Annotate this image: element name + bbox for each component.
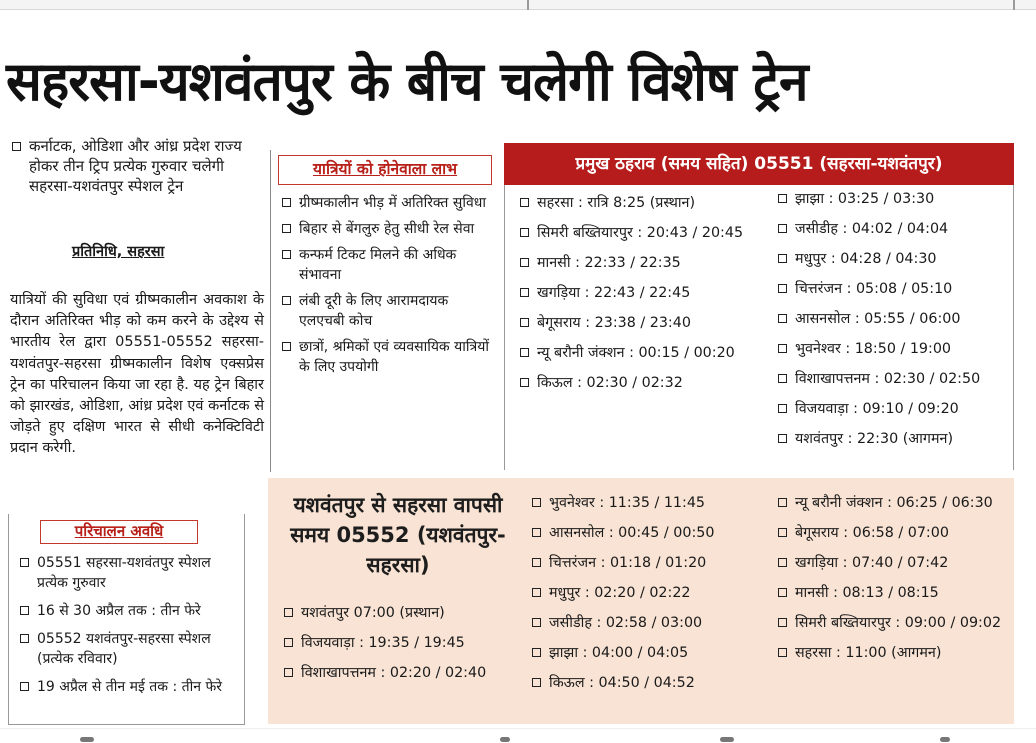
cropped-text-fragment bbox=[80, 737, 94, 742]
bullet-square-icon bbox=[20, 634, 29, 643]
stop-item bbox=[284, 663, 514, 683]
list-item bbox=[20, 601, 242, 621]
stop-text: मधुपुर : 04:28 / 04:30 bbox=[795, 251, 937, 267]
stop-item bbox=[520, 223, 760, 243]
stop-text: भुवनेश्वर : 11:35 / 11:45 bbox=[549, 495, 706, 511]
stop-text: सहरसा : 11:00 (आगमन) bbox=[795, 645, 942, 661]
byline: प्रतिनिधि, सहरसा bbox=[72, 244, 165, 260]
stop-item bbox=[778, 429, 1008, 449]
headline: सहरसा-यशवंतपुर के बीच चलेगी विशेष ट्रेन bbox=[6, 50, 808, 113]
list-item bbox=[282, 245, 498, 285]
bullet-square-icon bbox=[284, 668, 293, 677]
bullet-square-icon bbox=[532, 528, 541, 537]
bullet-square-icon bbox=[12, 142, 21, 151]
schedule-title: परिचालन अवधि bbox=[40, 520, 198, 544]
stop-text: न्यू बरौनी जंक्शन : 00:15 / 00:20 bbox=[537, 345, 735, 361]
stop-item bbox=[520, 283, 760, 303]
bullet-square-icon bbox=[520, 318, 529, 327]
stop-item bbox=[778, 583, 1008, 603]
stop-item bbox=[532, 553, 762, 573]
schedule-text: 05552 यशवंतपुर-सहरसा स्पेशल (प्रत्येक रविवार) bbox=[37, 631, 211, 667]
bullet-square-icon bbox=[778, 434, 787, 443]
stop-text: सहरसा : रात्रि 8:25 (प्रस्थान) bbox=[537, 195, 696, 211]
column-rule bbox=[527, 0, 529, 10]
stop-item bbox=[532, 583, 762, 603]
benefit-text: छात्रों, श्रमिकों एवं व्यवसायिक यात्रियों के लिए उपयोगी bbox=[299, 339, 489, 375]
bullet-square-icon bbox=[520, 198, 529, 207]
return-column-2 bbox=[532, 493, 762, 703]
stop-text: किऊल : 02:30 / 02:32 bbox=[537, 375, 683, 391]
stop-text: विशाखापत्तनम : 02:20 / 02:40 bbox=[301, 665, 487, 681]
bullet-square-icon bbox=[282, 296, 291, 305]
bullet-square-icon bbox=[778, 498, 787, 507]
stop-text: चित्तरंजन : 01:18 / 01:20 bbox=[549, 555, 707, 571]
bullet-square-icon bbox=[778, 618, 787, 627]
bullet-square-icon bbox=[778, 284, 787, 293]
stop-text: न्यू बरौनी जंक्शन : 06:25 / 06:30 bbox=[795, 495, 993, 511]
stop-item bbox=[532, 493, 762, 513]
return-title: यशवंतपुर से सहरसा वापसी समय 05552 (यशवंतपुर-सहरसा) bbox=[290, 493, 506, 577]
cropped-text-fragment bbox=[940, 737, 950, 742]
benefits-list bbox=[282, 193, 498, 383]
bullet-square-icon bbox=[20, 558, 29, 567]
stop-item bbox=[778, 613, 1008, 633]
stop-text: खगड़िया : 22:43 / 22:45 bbox=[537, 285, 691, 301]
stop-item bbox=[778, 493, 1008, 513]
column-rule bbox=[1013, 0, 1015, 10]
bullet-square-icon bbox=[520, 288, 529, 297]
stop-text: बेगूसराय : 23:38 / 23:40 bbox=[537, 315, 691, 331]
article-body: यात्रियों की सुविधा एवं ग्रीष्मकालीन अवकाश के दौरान अतिरिक्त भीड़ को कम करने के उद्देश्य से भारतीय रेल द्वारा 05551-05552 सहरसा-यशवंतपुर-सहरसा ग्रीष्मकालीन विशेष एक्सप्रेस ट्रेन का परिचालन किया जा रहा है. यह ट्रेन बिहार को झारखंड, ओडिशा, आंध्र प्रदेश एवं कर्नाटक से जोड़ते हुए दक्षिण भारत से सीधी कनेक्टिविटी प्रदान करेगी. bbox=[10, 292, 264, 457]
stop-text: झाझा : 04:00 / 04:05 bbox=[549, 645, 689, 661]
list-item bbox=[20, 677, 242, 697]
bullet-square-icon bbox=[20, 682, 29, 691]
bullet-square-icon bbox=[778, 588, 787, 597]
stop-item bbox=[778, 553, 1008, 573]
stop-item bbox=[778, 309, 1008, 329]
return-column-3 bbox=[778, 493, 1008, 673]
list-item bbox=[282, 219, 498, 239]
bullet-square-icon bbox=[778, 404, 787, 413]
stop-text: यशवंतपुर : 22:30 (आगमन) bbox=[795, 431, 954, 447]
stop-text: विशाखापत्तनम : 02:30 / 02:50 bbox=[795, 371, 981, 387]
stop-item bbox=[778, 339, 1008, 359]
bullet-square-icon bbox=[778, 374, 787, 383]
list-item bbox=[20, 629, 242, 669]
stop-text: आसनसोल : 00:45 / 00:50 bbox=[549, 525, 715, 541]
bullet-square-icon bbox=[778, 558, 787, 567]
stop-text: आसनसोल : 05:55 / 06:00 bbox=[795, 311, 961, 327]
bullet-square-icon bbox=[520, 258, 529, 267]
stop-item bbox=[778, 369, 1008, 389]
stop-item bbox=[520, 313, 760, 333]
benefits-title: यात्रियों को होनेवाला लाभ bbox=[278, 155, 492, 185]
bullet-square-icon bbox=[520, 228, 529, 237]
stop-item bbox=[520, 253, 760, 273]
cropped-text-fragment bbox=[720, 737, 734, 742]
page-top-strip bbox=[0, 0, 1036, 10]
bullet-square-icon bbox=[778, 224, 787, 233]
stop-item bbox=[284, 603, 514, 623]
stops-title: प्रमुख ठहराव (समय सहित) 05551 (सहरसा-यशवंतपुर) bbox=[504, 143, 1014, 185]
schedule-text: 16 से 30 अप्रैल तक : तीन फेरे bbox=[37, 603, 201, 619]
schedule-text: 05551 सहरसा-यशवंतपुर स्पेशल प्रत्येक गुरुवार bbox=[37, 555, 211, 591]
schedule-list bbox=[20, 553, 242, 705]
bullet-square-icon bbox=[778, 344, 787, 353]
bullet-square-icon bbox=[532, 678, 541, 687]
bullet-square-icon bbox=[282, 250, 291, 259]
bullet-square-icon bbox=[778, 254, 787, 263]
stop-text: मधुपुर : 02:20 / 02:22 bbox=[549, 585, 691, 601]
stop-text: किऊल : 04:50 / 04:52 bbox=[549, 675, 695, 691]
schedule-text: 19 अप्रैल से तीन मई तक : तीन फेरे bbox=[37, 679, 223, 695]
bullet-square-icon bbox=[778, 528, 787, 537]
stop-text: विजयवाड़ा : 09:10 / 09:20 bbox=[795, 401, 959, 417]
stop-item bbox=[532, 523, 762, 543]
stop-text: विजयवाड़ा : 19:35 / 19:45 bbox=[301, 635, 465, 651]
stop-text: झाझा : 03:25 / 03:30 bbox=[795, 191, 935, 207]
stop-text: जसीडीह : 02:58 / 03:00 bbox=[549, 615, 703, 631]
stop-item bbox=[284, 633, 514, 653]
stop-item bbox=[778, 249, 1008, 269]
list-item bbox=[282, 193, 498, 213]
stop-item bbox=[778, 523, 1008, 543]
bullet-square-icon bbox=[284, 638, 293, 647]
stop-text: चित्तरंजन : 05:08 / 05:10 bbox=[795, 281, 953, 297]
cropped-text-fragment bbox=[500, 737, 510, 742]
benefit-text: बिहार से बेंगलुरु हेतु सीधी रेल सेवा bbox=[299, 221, 475, 237]
stop-text: सिमरी बख्तियारपुर : 20:43 / 20:45 bbox=[537, 225, 744, 241]
bullet-square-icon bbox=[282, 224, 291, 233]
stop-text: बेगूसराय : 06:58 / 07:00 bbox=[795, 525, 949, 541]
bullet-square-icon bbox=[520, 348, 529, 357]
stop-item bbox=[520, 343, 760, 363]
stop-text: भुवनेश्वर : 18:50 / 19:00 bbox=[795, 341, 952, 357]
bullet-square-icon bbox=[532, 558, 541, 567]
stop-item bbox=[778, 189, 1008, 209]
bullet-square-icon bbox=[532, 618, 541, 627]
list-item bbox=[282, 291, 498, 331]
bullet-square-icon bbox=[282, 342, 291, 351]
bullet-square-icon bbox=[778, 314, 787, 323]
bullet-square-icon bbox=[532, 588, 541, 597]
lead-summary bbox=[12, 136, 262, 196]
stop-item bbox=[520, 373, 760, 393]
benefit-text: ग्रीष्मकालीन भीड़ में अतिरिक्त सुविधा bbox=[299, 195, 486, 211]
stop-item bbox=[778, 219, 1008, 239]
list-item bbox=[20, 553, 242, 593]
stop-item bbox=[520, 193, 760, 213]
stops-column-2 bbox=[778, 189, 1008, 459]
page-bottom-strip bbox=[0, 728, 1036, 743]
stop-item bbox=[532, 643, 762, 663]
stop-item bbox=[778, 279, 1008, 299]
bullet-square-icon bbox=[282, 198, 291, 207]
stop-text: जसीडीह : 04:02 / 04:04 bbox=[795, 221, 949, 237]
return-column-1 bbox=[284, 603, 514, 693]
stops-column-1 bbox=[520, 193, 760, 403]
stop-item bbox=[778, 643, 1008, 663]
lead-text: कर्नाटक, ओडिशा और आंध्र प्रदेश राज्य होकर तीन ट्रिप प्रत्येक गुरुवार चलेगी सहरसा-यशवंतपुर स्पेशल ट्रेन bbox=[29, 137, 242, 195]
bullet-square-icon bbox=[778, 194, 787, 203]
bullet-square-icon bbox=[778, 648, 787, 657]
bullet-square-icon bbox=[532, 648, 541, 657]
benefit-text: लंबी दूरी के लिए आरामदायक एलएचबी कोच bbox=[299, 293, 449, 329]
stop-text: खगड़िया : 07:40 / 07:42 bbox=[795, 555, 949, 571]
bullet-square-icon bbox=[532, 498, 541, 507]
stop-item bbox=[532, 673, 762, 693]
stop-text: मानसी : 08:13 / 08:15 bbox=[795, 585, 939, 601]
bullet-square-icon bbox=[284, 608, 293, 617]
bullet-square-icon bbox=[20, 606, 29, 615]
stop-item bbox=[532, 613, 762, 633]
bullet-square-icon bbox=[520, 378, 529, 387]
stop-text: यशवंतपुर 07:00 (प्रस्थान) bbox=[301, 605, 445, 621]
stop-text: सिमरी बख्तियारपुर : 09:00 / 09:02 bbox=[795, 615, 1002, 631]
stop-text: मानसी : 22:33 / 22:35 bbox=[537, 255, 681, 271]
benefit-text: कन्फर्म टिकट मिलने की अधिक संभावना bbox=[299, 247, 457, 283]
stop-item bbox=[778, 399, 1008, 419]
list-item bbox=[282, 337, 498, 377]
